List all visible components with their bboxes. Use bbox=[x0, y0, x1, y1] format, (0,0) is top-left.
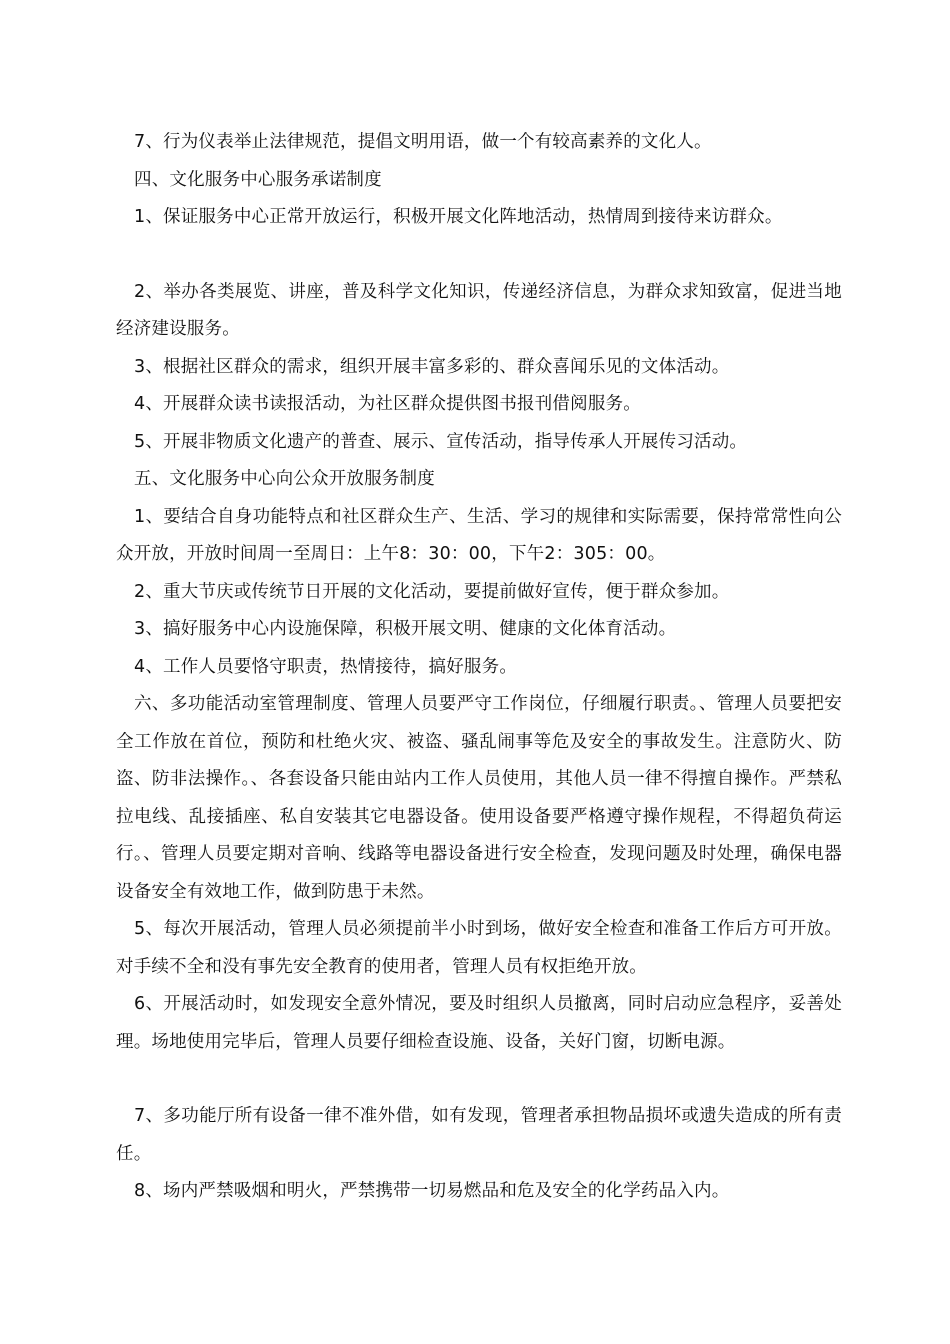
blank-line bbox=[116, 1061, 842, 1098]
blank-line bbox=[116, 237, 842, 274]
paragraph-activity-7: 7、多功能厅所有设备一律不准外借，如有发现，管理者承担物品损坏或遗失造成的所有责任。 bbox=[116, 1106, 842, 1164]
paragraph-activity-5: 5、每次开展活动，管理人员必须提前半小时到场，做好安全检查和准备工作后方可开放。对手续不全和没有事先安全教育的使用者，管理人员有权拒绝开放。 bbox=[116, 919, 842, 977]
paragraph-activity-6: 6、开展活动时，如发现安全意外情况，要及时组织人员撤离，同时启动应急程序，妥善处理。场地使用完毕后，管理人员要仔细检查设施、设备，关好门窗，切断电源。 bbox=[116, 994, 842, 1052]
paragraph-commitment-4: 4、开展群众读书读报活动，为社区群众提供图书报刊借阅服务。 bbox=[134, 394, 641, 414]
section-heading-public-opening: 五、文化服务中心向公众开放服务制度 bbox=[134, 469, 435, 489]
paragraph-opening-1: 1、要结合自身功能特点和社区群众生产、生活、学习的规律和实际需要，保持常常性向公众开放，开放时间周一至周日：上午8：30：00，下午2：305：00。 bbox=[116, 506, 842, 564]
section-heading-service-commitment: 四、文化服务中心服务承诺制度 bbox=[134, 169, 382, 190]
paragraph-commitment-3: 3、根据社区群众的需求，组织开展丰富多彩的、群众喜闻乐见的文体活动。 bbox=[134, 356, 730, 377]
paragraph-opening-3: 3、搞好服务中心内设施保障，积极开展文明、健康的文化体育活动。 bbox=[134, 619, 677, 639]
paragraph-activity-8: 8、场内严禁吸烟和明火，严禁携带一切易燃品和危及安全的化学药品入内。 bbox=[134, 1181, 730, 1201]
paragraph-commitment-1: 1、保证服务中心正常开放运行，积极开展文化阵地活动，热情周到接待来访群众。 bbox=[134, 207, 783, 227]
paragraph-commitment-2: 2、举办各类展览、讲座，普及科学文化知识，传递经济信息，为群众求知致富，促进当地经济建设服务。 bbox=[116, 281, 842, 339]
paragraph-conduct-rule-7: 7、行为仪表举止法律规范，提倡文明用语，做一个有较高素养的文化人。 bbox=[134, 132, 712, 152]
paragraph-opening-2: 2、重大节庆或传统节日开展的文化活动，要提前做好宣传，便于群众参加。 bbox=[134, 581, 730, 602]
document-body bbox=[116, 124, 842, 1211]
paragraph-commitment-5: 5、开展非物质文化遗产的普查、展示、宣传活动，指导传承人开展传习活动。 bbox=[134, 431, 748, 452]
section-heading-activity-room: 六、多功能活动室管理制度、管理人员要严守工作岗位，仔细履行职责。、管理人员要把安全工作放在首位，预防和杜绝火灾、被盗、骚乱闹事等危及安全的事故发生。注意防火、防盗、防非法操作。、各套设备只能由站内工作人员使用，其他人员一律不得擅自操作。严禁私拉电线、乱接插座、私自安装其它电器设备。使用设备要严格遵守操作规程，不得超负荷运行。、管理人员要定期对音响、线路等电器设备进行安全检查，发现问题及时处理，确保电器设备安全有效地工作，做到防患于未然。 bbox=[116, 694, 842, 902]
paragraph-opening-4: 4、工作人员要恪守职责，热情接待，搞好服务。 bbox=[134, 656, 518, 677]
